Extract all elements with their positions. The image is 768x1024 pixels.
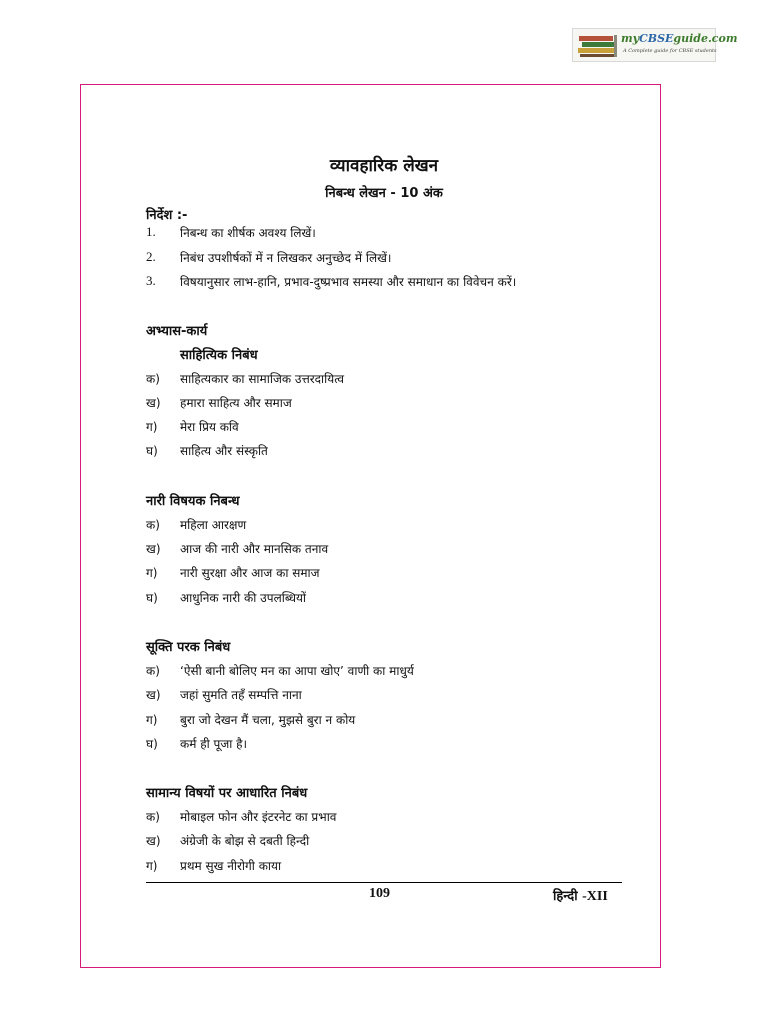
item-marker: ग) bbox=[146, 859, 158, 873]
mycbseguide-logo bbox=[572, 28, 738, 62]
item-marker: घ) bbox=[146, 591, 158, 605]
instruction-text: निबन्ध का शीर्षक अवश्य लिखें। bbox=[180, 226, 316, 240]
books-icon bbox=[577, 33, 619, 58]
instructions-heading: निर्देश :- bbox=[146, 208, 188, 223]
item-marker: घ) bbox=[146, 737, 158, 751]
practice-heading: अभ्यास-कार्य bbox=[146, 324, 208, 339]
subject-name: हिन्दी bbox=[553, 889, 578, 904]
logo-name: myCBSEguide.com bbox=[621, 32, 738, 45]
item-marker: क) bbox=[146, 372, 160, 386]
item-marker: ख) bbox=[146, 688, 161, 702]
page-number: 109 bbox=[369, 886, 390, 901]
item-marker: ग) bbox=[146, 566, 158, 580]
item-marker: क) bbox=[146, 518, 160, 532]
page-title: व्यावहारिक लेखन bbox=[329, 156, 439, 176]
footer-subject bbox=[553, 886, 608, 905]
instruction-number: 3. bbox=[146, 273, 156, 288]
item-text: नारी सुरक्षा और आज का समाज bbox=[180, 566, 320, 580]
item-text: महिला आरक्षण bbox=[180, 518, 247, 532]
page-subtitle: निबन्ध लेखन - 10 अंक bbox=[325, 186, 443, 201]
item-text: साहित्यकार का सामाजिक उत्तरदायित्व bbox=[180, 372, 345, 386]
section-heading: सूक्ति परक निबंध bbox=[146, 640, 231, 655]
item-text: ‘ऐसी बानी बोलिए मन का आपा खोए’ वाणी का माधुर्य bbox=[180, 664, 414, 678]
item-text: हमारा साहित्य और समाज bbox=[180, 396, 292, 410]
item-text: साहित्य और संस्कृति bbox=[180, 444, 268, 458]
item-marker: ग) bbox=[146, 420, 158, 434]
footer-divider bbox=[146, 882, 622, 883]
item-text: आधुनिक नारी की उपलब्धियों bbox=[180, 591, 307, 605]
item-text: जहां सुमति तहँ सम्पत्ति नाना bbox=[180, 688, 302, 702]
item-text: आज की नारी और मानसिक तनाव bbox=[180, 542, 329, 556]
section-heading: नारी विषयक निबन्ध bbox=[146, 494, 240, 509]
item-text: बुरा जो देखन मैं चला, मुझसे बुरा न कोय bbox=[180, 713, 356, 727]
item-marker: घ) bbox=[146, 444, 158, 458]
item-marker: ख) bbox=[146, 396, 161, 410]
item-marker: ग) bbox=[146, 713, 158, 727]
item-marker: क) bbox=[146, 664, 160, 678]
instruction-text: निबंध उपशीर्षकों में न लिखकर अनुच्छेद में लिखें। bbox=[180, 251, 392, 265]
item-text: प्रथम सुख नीरोगी काया bbox=[180, 859, 282, 873]
instruction-number: 2. bbox=[146, 249, 156, 264]
class-label: -XII bbox=[582, 889, 608, 904]
item-marker: ख) bbox=[146, 542, 161, 556]
item-marker: ख) bbox=[146, 834, 161, 848]
section-heading: साहित्यिक निबंध bbox=[180, 348, 258, 363]
logo-tagline: A Complete guide for CBSE students bbox=[623, 48, 717, 54]
item-text: मोबाइल फोन और इंटरनेट का प्रभाव bbox=[180, 810, 337, 824]
item-text: कर्म ही पूजा है। bbox=[180, 737, 248, 751]
instruction-number: 1. bbox=[146, 224, 156, 239]
section-heading: सामान्य विषयों पर आधारित निबंध bbox=[146, 786, 308, 801]
item-marker: क) bbox=[146, 810, 160, 824]
item-text: मेरा प्रिय कवि bbox=[180, 420, 239, 434]
instruction-text: विषयानुसार लाभ-हानि, प्रभाव-दुष्प्रभाव समस्या और समाधान का विवेचन करें। bbox=[180, 275, 517, 289]
item-text: अंग्रेजी के बोझ से दबती हिन्दी bbox=[180, 834, 310, 848]
